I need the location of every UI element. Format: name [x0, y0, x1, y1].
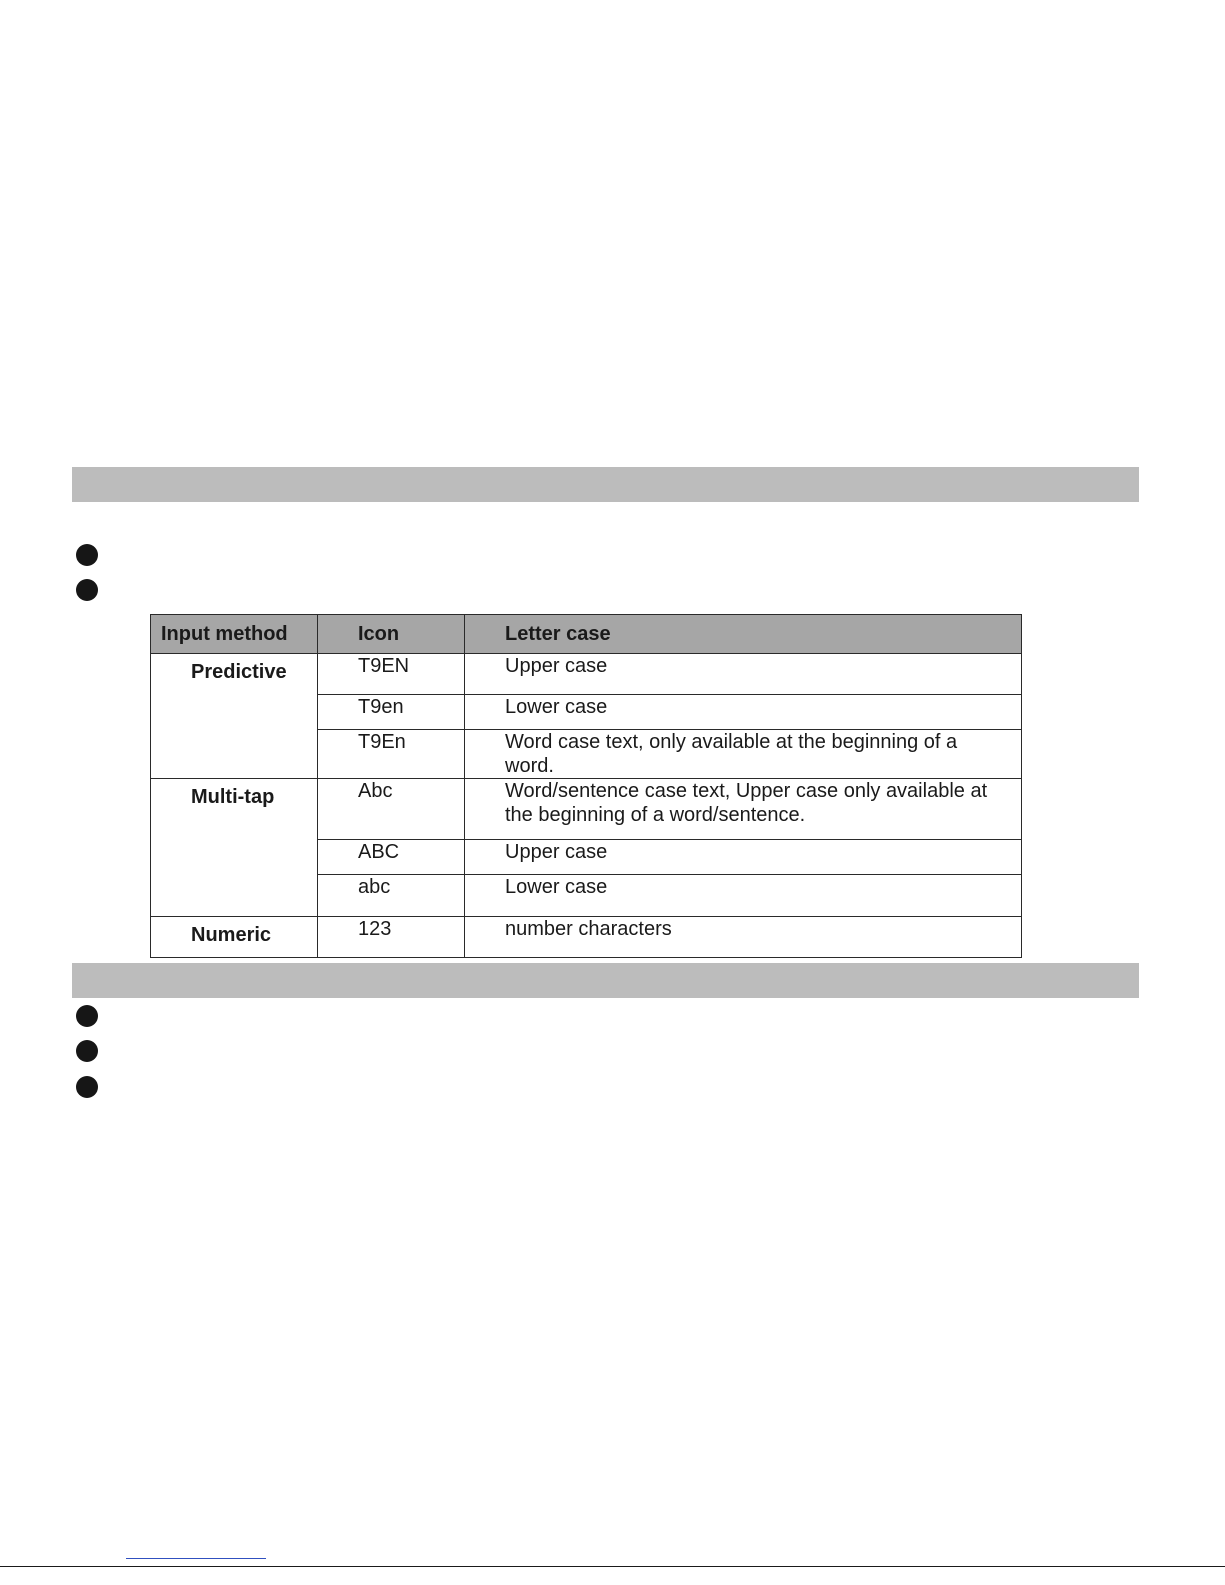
bullet-icon [76, 1076, 98, 1098]
table-row [151, 917, 1022, 958]
letter-case-cell: number characters [465, 917, 1022, 958]
footer-rule [0, 1566, 1225, 1567]
table-row [151, 779, 1022, 840]
method-numeric: Numeric [151, 917, 318, 958]
letter-case-cell: Word case text, only available at the beginning of a word. [465, 730, 1022, 779]
method-multi-tap: Multi-tap [151, 779, 318, 917]
icon-cell: 123 [318, 917, 465, 958]
icon-cell: ABC [318, 840, 465, 875]
letter-case-cell: Upper case [465, 654, 1022, 695]
letter-case-cell: Lower case [465, 695, 1022, 730]
footer-link-underline [126, 1558, 266, 1559]
letter-case-cell: Word/sentence case text, Upper case only available at the beginning of a word/sentence. [465, 779, 1022, 840]
icon-cell: abc [318, 875, 465, 917]
letter-case-cell: Lower case [465, 875, 1022, 917]
icon-cell: Abc [318, 779, 465, 840]
letter-case-cell: Upper case [465, 840, 1022, 875]
bullet-icon [76, 1005, 98, 1027]
header-icon: Icon [318, 615, 465, 654]
header-input-method: Input method [151, 615, 318, 654]
header-letter-case: Letter case [465, 615, 1022, 654]
icon-cell: T9EN [318, 654, 465, 695]
section-header-bar-1 [72, 467, 1139, 502]
input-method-table [150, 614, 1022, 958]
bullet-icon [76, 579, 98, 601]
section-header-bar-2 [72, 963, 1139, 998]
icon-cell: T9en [318, 695, 465, 730]
bullet-icon [76, 1040, 98, 1062]
method-predictive: Predictive [151, 654, 318, 779]
table-row [151, 654, 1022, 695]
bullet-icon [76, 544, 98, 566]
icon-cell: T9En [318, 730, 465, 779]
table-header-row [151, 615, 1022, 654]
